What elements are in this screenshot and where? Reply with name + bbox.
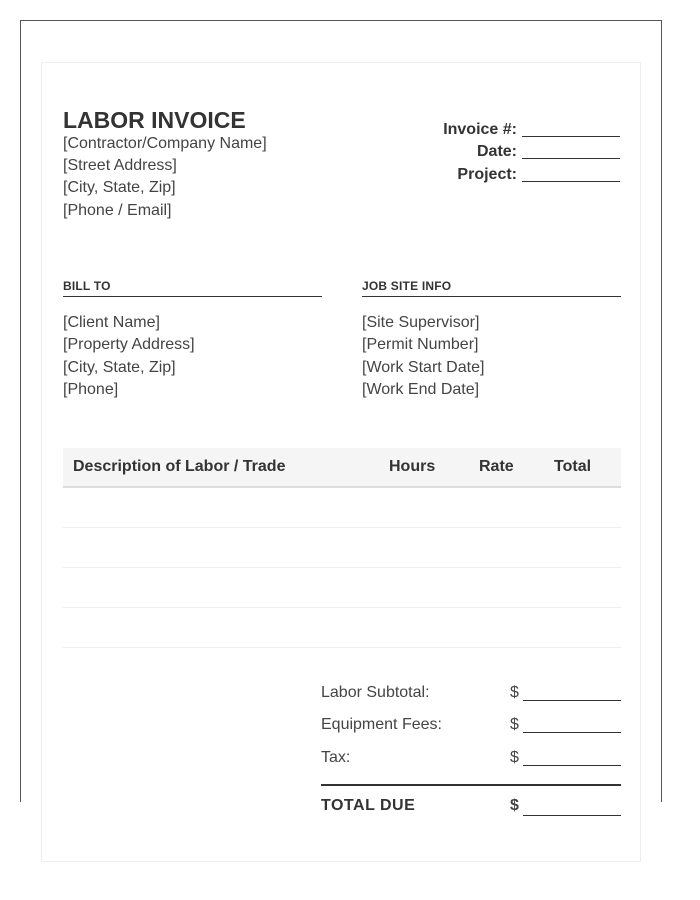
column-hours: Hours — [389, 458, 436, 475]
labor-subtotal-label: Labor Subtotal: — [321, 684, 430, 701]
contractor-contact: [Phone / Email] — [63, 202, 172, 219]
invoice-title: LABOR INVOICE — [63, 107, 246, 133]
table-row[interactable] — [63, 568, 621, 608]
client-phone: [Phone] — [63, 381, 119, 398]
invoice-page — [41, 62, 641, 862]
table-row[interactable] — [63, 488, 621, 528]
tax-label: Tax: — [321, 749, 351, 766]
labor-table-header — [63, 448, 621, 488]
table-row[interactable] — [63, 608, 621, 648]
contractor-city: [City, State, Zip] — [63, 179, 176, 196]
document-viewport — [20, 20, 662, 814]
invoice-number-row — [443, 119, 620, 139]
permit-number: [Permit Number] — [362, 336, 479, 353]
equipment-fees-label: Equipment Fees: — [321, 716, 442, 733]
column-rate: Rate — [479, 458, 514, 475]
invoice-date-field[interactable] — [522, 158, 620, 159]
column-total: Total — [554, 458, 592, 475]
total-due-field[interactable] — [523, 815, 621, 816]
invoice-number-label: Invoice #: — [443, 121, 517, 138]
labor-subtotal-field[interactable] — [523, 700, 621, 701]
client-property-address: [Property Address] — [63, 336, 195, 353]
labor-subtotal-currency: $ — [510, 684, 519, 701]
job-site-heading: JOB SITE INFO — [362, 277, 621, 297]
total-due-label: TOTAL DUE — [321, 797, 416, 814]
column-description: Description of Labor / Trade — [73, 458, 286, 475]
project-label: Project: — [457, 166, 517, 183]
contractor-street: [Street Address] — [63, 157, 177, 174]
work-start-date: [Work Start Date] — [362, 359, 485, 376]
project-field[interactable] — [522, 181, 620, 182]
work-end-date: [Work End Date] — [362, 381, 480, 398]
equipment-fees-field[interactable] — [523, 732, 621, 733]
project-row — [457, 164, 620, 184]
equipment-fees-currency: $ — [510, 716, 519, 733]
totals-divider — [321, 784, 621, 786]
table-row[interactable] — [63, 528, 621, 568]
total-due-currency: $ — [510, 797, 519, 814]
invoice-date-row — [477, 141, 620, 161]
client-city: [City, State, Zip] — [63, 359, 176, 376]
invoice-number-field[interactable] — [522, 136, 620, 137]
tax-field[interactable] — [523, 765, 621, 766]
site-supervisor: [Site Supervisor] — [362, 314, 480, 331]
bill-to-heading: BILL TO — [63, 277, 322, 297]
client-name: [Client Name] — [63, 314, 160, 331]
invoice-date-label: Date: — [476, 143, 517, 160]
contractor-name: [Contractor/Company Name] — [63, 135, 267, 152]
tax-currency: $ — [510, 749, 519, 766]
